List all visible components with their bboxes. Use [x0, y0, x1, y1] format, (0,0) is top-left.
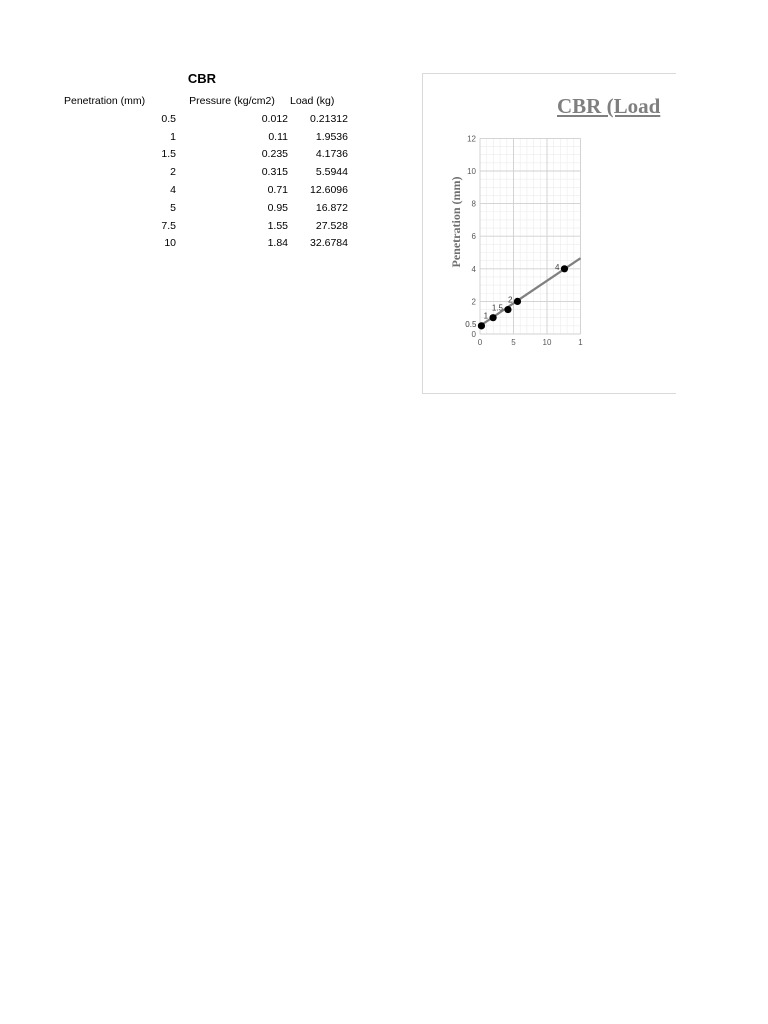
cell-pressure: 0.235 [261, 148, 288, 161]
data-point [504, 306, 511, 313]
y-tick-label: 2 [471, 297, 476, 307]
cell-penetration: 10 [164, 237, 176, 250]
cbr-data-table [60, 92, 348, 252]
data-point [514, 298, 521, 305]
data-label: 0.5 [465, 319, 477, 329]
cell-penetration: 1.5 [161, 148, 176, 161]
cell-pressure: 0.012 [261, 112, 288, 125]
cell-load: 12.6096 [310, 184, 348, 197]
x-tick-label: 1 [578, 338, 583, 347]
table-row [60, 181, 348, 199]
table-row [60, 128, 348, 146]
data-label: 4 [555, 262, 560, 272]
y-tick-label: 6 [471, 232, 476, 242]
table-title: CBR [187, 71, 217, 86]
y-tick-label: 0 [471, 330, 476, 339]
y-tick-label: 8 [471, 199, 476, 209]
x-tick-label: 5 [511, 338, 516, 347]
cell-load: 4.1736 [315, 148, 348, 161]
cell-pressure: 0.71 [267, 184, 288, 197]
cell-penetration: 5 [170, 201, 176, 214]
table-header-row [60, 92, 348, 110]
y-tick-label: 4 [471, 264, 476, 274]
table-row [60, 163, 348, 181]
data-label: 2 [508, 295, 513, 305]
data-point [489, 314, 496, 321]
cell-pressure: 0.95 [267, 201, 288, 214]
cell-load: 32.6784 [310, 237, 348, 250]
scatter-plot [423, 74, 676, 393]
cell-penetration: 7.5 [161, 219, 176, 232]
y-tick-label: 12 [467, 134, 476, 144]
y-tick-label: 10 [467, 167, 476, 176]
cell-load: 27.528 [315, 219, 348, 232]
cell-load: 1.9536 [315, 130, 348, 143]
column-header-load: Load (kg) [290, 95, 335, 107]
cell-load: 5.5944 [315, 166, 348, 179]
table-row [60, 146, 348, 164]
column-header-penetration: Penetration (mm) [64, 95, 146, 107]
y-axis-label: Penetration (mm) [449, 176, 463, 268]
cell-load: 0.21312 [310, 112, 348, 125]
cell-penetration: 1 [170, 130, 176, 143]
x-tick-label: 10 [542, 338, 552, 347]
column-header-pressure: Pressure (kg/cm2) [189, 95, 275, 107]
data-point [561, 265, 568, 272]
table-row [60, 217, 348, 235]
table-row [60, 199, 348, 217]
cell-penetration: 2 [170, 166, 176, 179]
x-tick-label: 0 [477, 338, 483, 347]
cell-pressure: 0.315 [261, 166, 288, 179]
cell-pressure: 1.55 [267, 219, 288, 232]
cell-pressure: 1.84 [267, 237, 288, 250]
cell-load: 16.872 [315, 201, 348, 214]
cell-penetration: 4 [170, 184, 176, 197]
cell-penetration: 0.5 [161, 112, 176, 125]
cell-pressure: 0.11 [268, 130, 288, 143]
chart-title: CBR (Load [557, 94, 661, 118]
data-point [478, 322, 485, 329]
data-label: 1 [483, 311, 489, 321]
chart-frame[interactable] [422, 73, 676, 394]
data-label: 1.5 [491, 303, 503, 313]
table-row [60, 235, 348, 253]
table-row [60, 110, 348, 128]
